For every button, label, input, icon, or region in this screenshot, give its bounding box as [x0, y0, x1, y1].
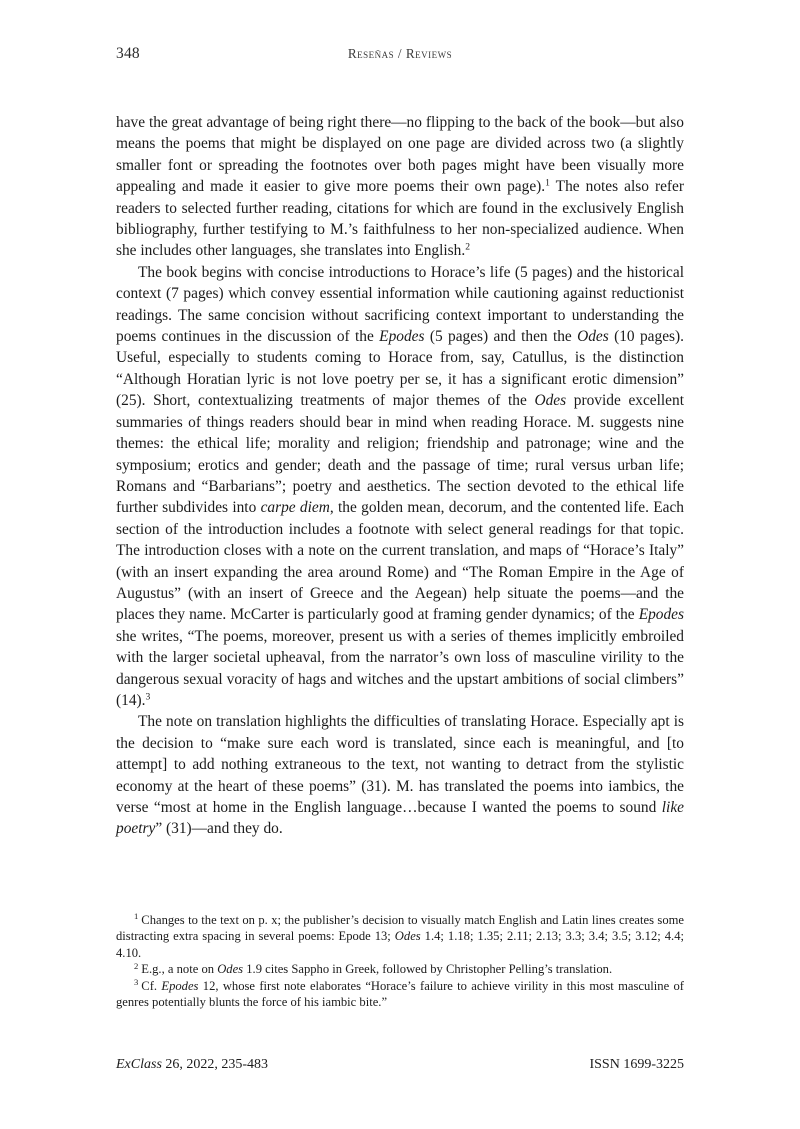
text-run: have the great advantage of being right there—no flipping to the back of the book—but also means the poems that might be displayed on one page are divided across two (a slightly smaller font or spreading the footnotes over both pages might have been visually more appealing and made it easier to give more poems their own page).	[116, 114, 684, 196]
italic-text: Odes	[394, 929, 421, 944]
footnote-marker: 1	[134, 911, 139, 922]
body-paragraph	[116, 112, 684, 262]
italic-text: Epodes	[638, 606, 684, 624]
text-run: 1.9 cites Sappho in Greek, followed by Christopher Pelling’s translation.	[243, 962, 613, 977]
issn: ISSN 1699-3225	[589, 1057, 684, 1072]
text-run: , the golden mean, decorum, and the contented life. Each section of the introduction includes a footnote with select general readings for that topic. The introduction closes with a note on the current translation, and maps of “Horace’s Italy” (with an insert expanding the area around Rome) and “The Roman Empire in the Age of Augustus” (with an insert of Greece and the Aegean) help situate the poems—and the places they name. McCarter is particularly good at framing gender dynamics; of the	[116, 499, 684, 624]
footnote-marker: 2	[134, 960, 139, 971]
italic-text: Odes	[534, 392, 567, 410]
footer-citation	[116, 1057, 268, 1073]
text-run: The book begins with concise introductions to Horace’s life (5 pages) and the historical context (7 pages) which convey essential information while cautioning against reductionist readings. The same concision without sacrificing context important to understanding the poems continues in the discussion of the	[116, 263, 684, 346]
running-head	[116, 45, 684, 67]
text-run: 1.4; 1.18; 1.35; 2.11; 2.13; 3.3; 3.4; 3.5; 3.12; 4.4; 4.10.	[116, 929, 684, 960]
body-paragraph	[116, 262, 684, 712]
body-paragraph	[116, 711, 684, 839]
text-run: (5 pages) and then the	[424, 328, 578, 346]
journal-volume-pages: 26, 2022, 235-483	[161, 1057, 269, 1072]
text-run: provide excellent summaries of things readers should bear in mind when reading Horace. M. suggests nine themes: the ethical life; morality and religion; friendship and patronage; wine and the symposium; erotics and gender; death and the passage of time; rural versus urban life; Romans and “Barbarians”; poetry and aesthetics. The section devoted to the ethical life further subdivides into	[116, 392, 684, 517]
footnote	[116, 978, 684, 1011]
footnote-reference[interactable]: 3	[145, 691, 151, 703]
page-footer	[116, 1057, 684, 1079]
italic-text: carpe diem	[260, 499, 330, 517]
text-run: she writes, “The poems, moreover, present us with a series of themes implicitly embroiled with the larger societal upheaval, from the narrator’s own loss of masculine virility to the dangerous sexual voracity of hags and witches and the upstart ambitions of social climbers” (14).	[116, 627, 684, 709]
text-run: Cf.	[141, 978, 162, 993]
footnote-marker: 3	[134, 976, 139, 987]
italic-text: Epodes	[379, 328, 425, 346]
page-number: 348	[116, 45, 140, 62]
footnote	[116, 961, 684, 977]
italic-text: like poetry	[116, 799, 684, 838]
text-run: 12, whose first note elaborates “Horace’s failure to achieve virility in this most masculine of genres potentially blunts the force of his iambic bite.”	[116, 978, 685, 1010]
running-head-title: Reseñas / Reviews	[347, 46, 453, 61]
footnotes-block	[116, 912, 684, 1010]
italic-text: Odes	[577, 328, 609, 346]
text-run: The note on translation highlights the difficulties of translating Horace. Especially apt is the decision to “make sure each word is translated, since each is meaningful, and [to attempt] to add nothing extraneous to the text, not wanting to detract from the stylistic economy at the heart of these poems” (31). M. has translated the poems into iambics, the verse “most at home in the English language…because I wanted the poems to sound	[116, 713, 684, 816]
footnote-reference[interactable]: 2	[465, 242, 471, 254]
footnote	[116, 912, 684, 961]
text-run: The notes also refer readers to selected further reading, citations for which are found in the exclusively English bibliography, further testifying to M.’s faithfulness to her non-specialized audience. When she includes other languages, she translates into English.	[116, 178, 684, 260]
body-text-block	[116, 112, 684, 840]
footnote-reference[interactable]: 1	[545, 177, 550, 189]
text-run: E.g., a note on	[141, 962, 218, 977]
italic-text: Epodes	[161, 978, 199, 993]
text-run: ” (31)—and they do.	[155, 820, 283, 838]
text-run: Changes to the text on p. x; the publisher’s decision to visually match English and Latin lines creates some distracting extra spacing in several poems: Epode 13;	[116, 913, 684, 944]
italic-text: Odes	[217, 962, 244, 977]
journal-name: ExClass	[116, 1057, 162, 1072]
text-run: (10 pages). Useful, especially to students coming to Horace from, say, Catullus, is the distinction “Although Horatian lyric is not love poetry per se, it has a significant erotic dimension” (25). Short, contextualizing treatments of major themes of the	[116, 328, 684, 410]
